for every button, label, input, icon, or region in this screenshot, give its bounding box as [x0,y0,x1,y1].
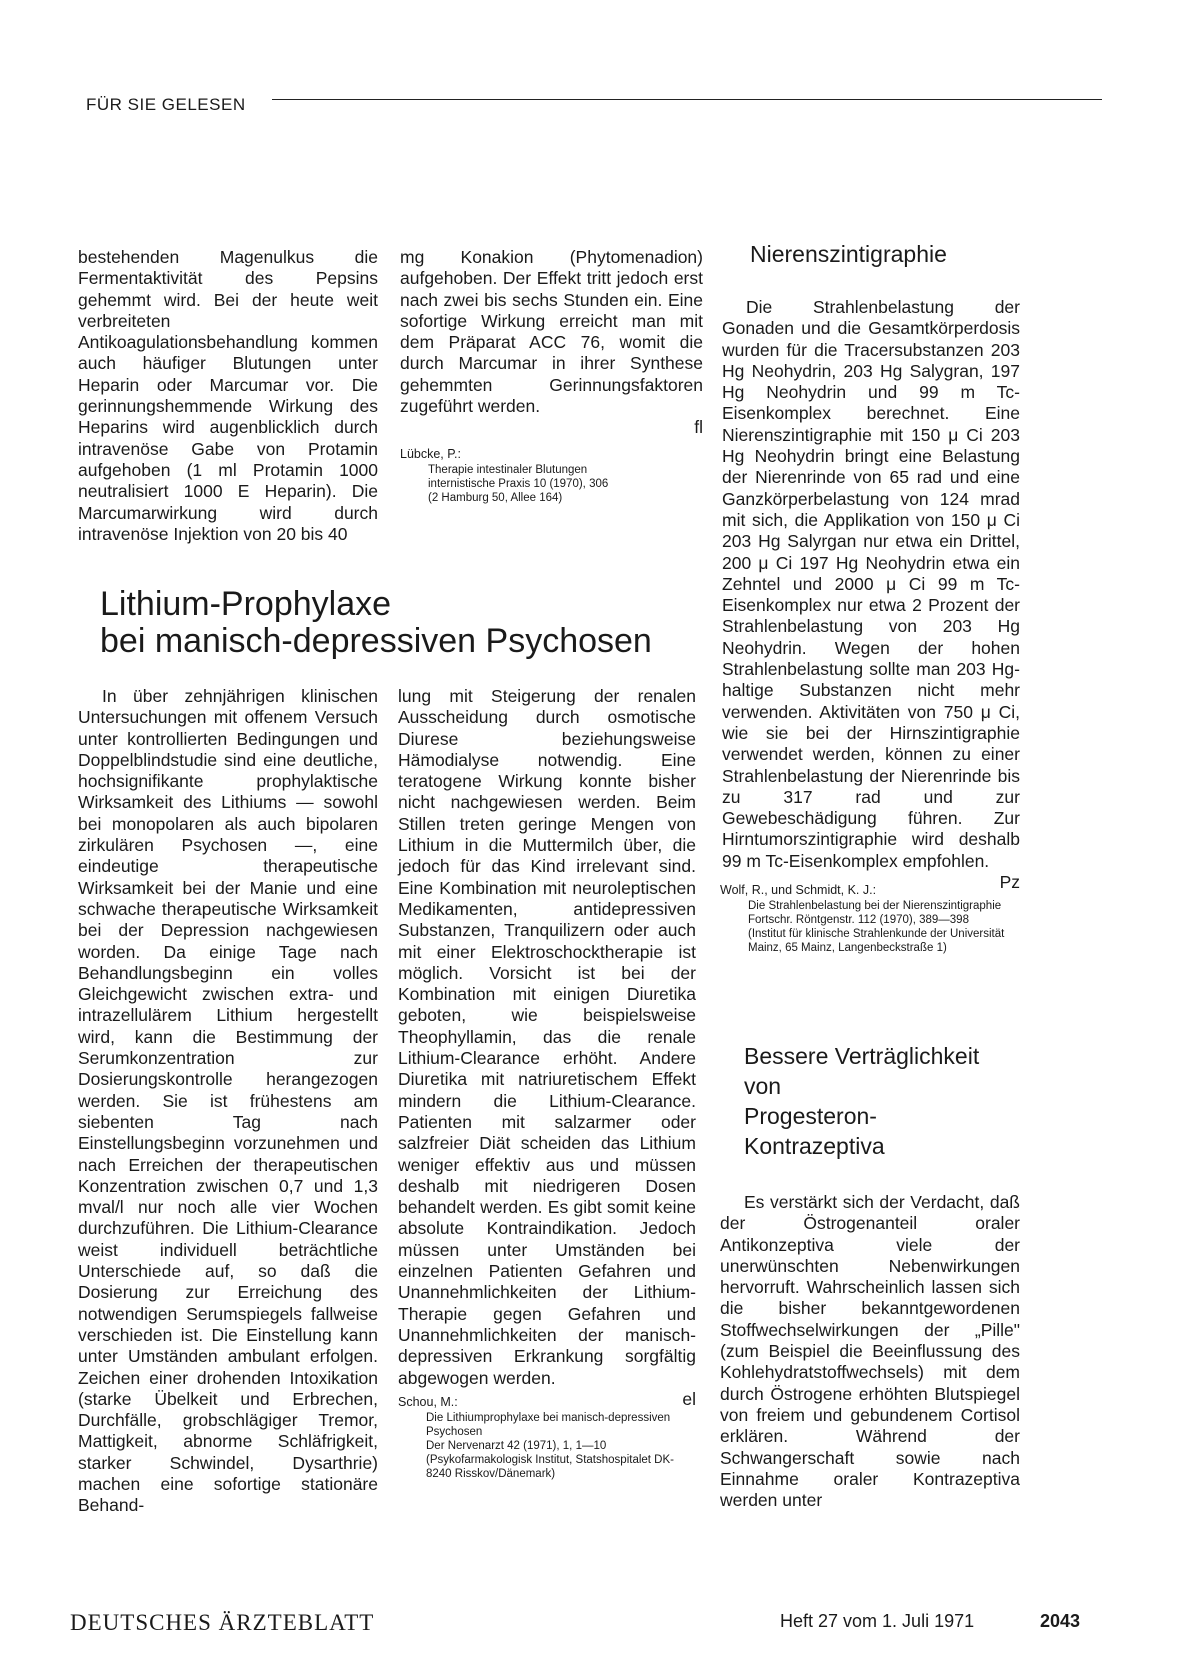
progesteron-title-line: Progesteron- [744,1103,877,1129]
nieren-reference [720,883,1020,955]
progesteron-title-line: von [744,1073,782,1099]
article-top-reference [400,447,700,505]
lithium-text-2: lung mit Steigerung der renalen Ausscheidung durch osmotische Diurese beziehungsweise Hämodialyse notwendig. Eine teratogene Wirkung konnte bisher nicht nachgewiesen werden. Beim Stillen treten geringe Mengen von Lithium in die Muttermilch über, die jedoch für das Kind irrelevant sind. Eine Kombination mit neuroleptischen Medikamenten, antidepressiven Substanzen, Tranquilizern oder auch mit einer Elektroschocktherapie ist möglich. Vorsicht ist bei der Kombination mit einigen Diuretika geboten, wie beispielsweise Theophyllamin, das die renale Lithium-Clearance erhöht. Andere Diuretika mit natriuretischem Effekt mindern die Lithium-Clearance. Patienten mit salzarmer oder salzfreier Diät scheiden das Lithium weniger effektiv aus und müssen deshalb mit niedrigeren Dosen behandelt werden. Es gibt somit keine absolute Kontraindikation. Jedoch müssen unter Umständen bei einzelnen Patienten Gefahren und Unannehmlichkeiten der Lithium-Therapie gegen Gefahren und Unannehmlichkeiten der manisch-depressiven Erkrankung sorgfältig abgewogen werden. [398,686,696,1388]
reference-line: internistische Praxis 10 (1970), 306 [428,478,609,490]
lithium-title-line-1: Lithium-Prophylaxe [100,585,392,623]
progesteron-title-line: Bessere Verträglichkeit [744,1043,980,1069]
reference-line: Fortschr. Röntgenstr. 112 (1970), 389—398 [748,914,969,926]
article-top-column-2 [400,247,703,439]
reference-line: Therapie intestinaler Blutungen [428,464,588,476]
reference-line: (2 Hamburg 50, Allee 164) [428,492,563,504]
progesteron-title-line: Kontrazeptiva [744,1133,885,1159]
reference-author: Schou, M.: [398,1395,458,1409]
reference-line: Die Lithiumprophylaxe bei manisch-depressiven Psychosen [426,1412,671,1438]
nieren-signature: Pz [999,872,1020,893]
article-top-text-2: mg Konakion (Phytomenadion) aufgehoben. Der Effekt tritt jedoch erst nach zwei bis sechs Stunden ein. Eine sofortige Wirkung erreicht man mit dem Präparat ACC 76, womit die durch Marcumar in ihrer Synthese gehemmten Gerinnungsfaktoren zugeführt werden. [400,247,703,417]
reference-line: Die Strahlenbelastung bei der Nierenszintigraphie [748,900,1002,912]
journal-masthead: DEUTSCHES ÄRZTEBLATT [70,1610,375,1635]
article-top-signature: fl [694,417,703,438]
nieren-text: Die Strahlenbelastung der Gonaden und die Gesamtkörperdosis wurden für die Tracersubstanzen 203 Hg Neohydrin, 203 Hg Salygran, 197 Hg Neohydrin und 99 m Tc-Eisenkomplex berechnet. Eine Nierenszintigraphie mit 150 μ Ci 203 Hg Neohydrin bringt eine Belastung der Nierenrinde von 65 rad und eine Ganzkörperbelastung von 124 mrad mit sich, die Applikation von 150 μ Ci 203 Hg Salyrgan nur etwa ein Drittel, 200 μ Ci 197 Hg Neohydrin etwa ein Zehntel und 2000 μ Ci 99 m Tc-Eisenkomplex nur etwa 2 Prozent der Strahlenbelastung von 203 Hg Neohydrin. Wegen der hohen Strahlenbelastung sollte man 203 Hg-haltige Substanzen nicht mehr verwenden. Aktivitäten von 750 μ Ci, wie sie bei der Hirnszintigraphie verwendet werden, können zu einer Strahlenbelastung der Nierenrinde bis zu 317 rad und zur Gewebeschädigung führen. Zur Hirntumorszintigraphie wird deshalb 99 m Tc-Eisenkomplex empfohlen. [722,297,1020,871]
lithium-column-2 [398,686,696,1410]
reference-line: (Psykofarmakologisk Institut, Statshospitalet DK-8240 Risskov/Dänemark) [426,1454,674,1480]
article-top-text-1: bestehenden Magenulkus die Fermentaktivität des Pepsins gehemmt wird. Bei der heute weit verbreiteten Antikoagulationsbehandlung kommen auch häufiger Blutungen unter Heparin oder Marcumar vor. Die gerinnungshemmende Wirkung des Heparins wird augenblicklich durch intravenöse Gabe von Protamin aufgehoben (1 ml Protamin 1000 neutralisiert 1000 E Heparin). Die Marcumarwirkung wird durch intravenöse Injektion von 20 bis 40 [78,247,378,544]
progesteron-column [720,1192,1020,1511]
issue-info: Heft 27 vom 1. Juli 1971 [780,1611,975,1631]
reference-line: Der Nervenarzt 42 (1971), 1, 1—10 [426,1440,607,1452]
lithium-title-line-2: bei manisch-depressiven Psychosen [100,622,652,660]
reference-author: Wolf, R., und Schmidt, K. J.: [720,883,877,897]
lithium-text-1: In über zehnjährigen klinischen Untersuchungen mit offenem Versuch unter kontrollierten Bedingungen und Doppelblindstudie sind eine deutliche, hochsignifikante prophylaktische Wirksamkeit des Lithiums — sowohl bei monopolaren als auch bipolaren zirkulären Psychosen —, eine eindeutige therapeutische Wirksamkeit bei der Manie und eine schwache therapeutische Wirksamkeit bei der Depression nachgewiesen worden. Da einige Tage nach Behandlungsbeginn ein volles Gleichgewicht zwischen extra- und intrazellulärem Lithium hergestellt wird, kann die Bestimmung der Serumkonzentration zur Dosierungskontrolle herangezogen werden. Sie ist frühestens am siebenten Tag nach Einstellungsbeginn vorzunehmen und nach Erreichen der therapeutischen Konzentration zwischen 0,7 und 1,3 mval/l nur noch alle vier Wochen durchzuführen. Die Lithium-Clearance weist individuell beträchtliche Unterschiede auf, so daß die Dosierung zur Erreichung des notwendigen Serumspiegels fallweise verschieden ist. Die Einstellung kann unter Umständen ambulant erfolgen. Zeichen einer drohenden Intoxikation (starke Übelkeit und Erbrechen, Durchfälle, grobschlägiger Tremor, Mattigkeit, abnorme Schläfrigkeit, starker Schwindel, Dysarthrie) machen eine sofortige stationäre Behand- [78,686,378,1516]
section-label: FÜR SIE GELESEN [86,95,246,114]
article-top-column-1 [78,247,378,545]
lithium-reference [398,1395,694,1481]
progesteron-text: Es verstärkt sich der Verdacht, daß der Östrogenanteil oraler Antikonzeptiva viele der unerwünschten Nebenwirkungen hervorruft. Wahrscheinlich lassen sich die bisher bekanntgewordenen Stoffwechselwirkungen der „Pille" (zum Beispiel die Beeinflussung des Kohlehydratstoffwechsels) mit dem durch Östrogene erhöhten Blutspiegel von freiem und gebundenem Cortisol erklären. Während der Schwangerschaft sowie nach Einnahme oraler Kontrazeptiva werden unter [720,1192,1020,1511]
lithium-signature: el [682,1388,696,1409]
reference-line: (Institut für klinische Strahlenkunde der Universität Mainz, 65 Mainz, Langenbeckstraße 1) [748,928,1005,954]
page-number: 2043 [1040,1611,1081,1631]
nieren-title: Nierenszintigraphie [750,241,947,267]
reference-author: Lübcke, P.: [400,447,461,461]
nieren-column [722,297,1020,893]
header-rule [272,99,1102,100]
lithium-column-1 [78,686,378,1517]
